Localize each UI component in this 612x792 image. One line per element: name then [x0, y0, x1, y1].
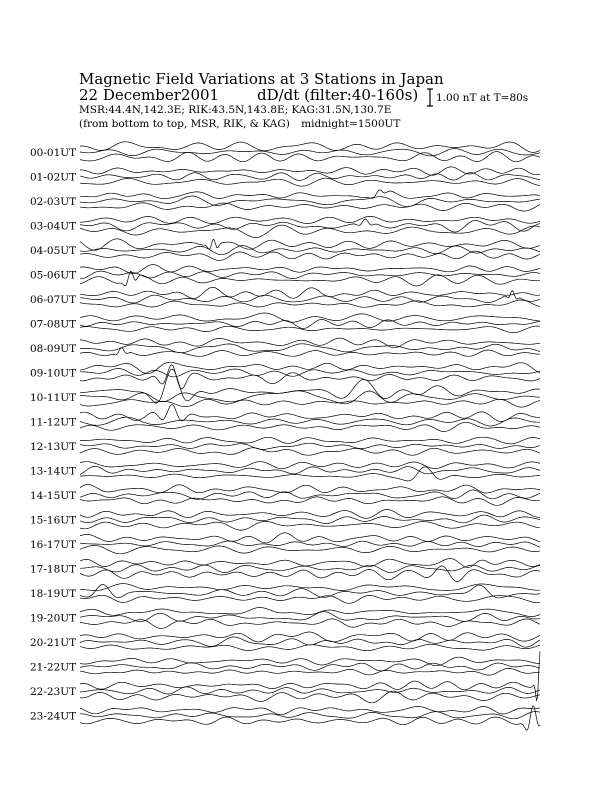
station-coordinates: MSR:44.4N,142.3E; RIK:43.5N,143.8E; KAG:31.5N,130.7E: [79, 104, 392, 116]
row-label: 01-02UT: [30, 171, 77, 184]
row-label: 08-09UT: [30, 343, 77, 355]
row-label: 18-19UT: [30, 588, 77, 600]
trace-rik: [80, 712, 540, 719]
trace-rik: [80, 466, 540, 474]
midnight-note: midnight=1500UT: [301, 118, 401, 130]
trace-kag: [80, 657, 540, 666]
row-label: 19-20UT: [30, 612, 77, 625]
trace-msr: [80, 521, 540, 530]
trace-msr: [80, 326, 540, 333]
row-label: 13-14UT: [30, 465, 77, 478]
trace-rik: [80, 637, 540, 647]
trace-msr: [80, 448, 540, 455]
trace-rik: [80, 149, 540, 156]
trace-rik: [80, 541, 540, 547]
trace-rik: [80, 612, 540, 622]
trace-kag: [80, 608, 540, 617]
row-label: 04-05UT: [30, 245, 77, 257]
row-label: 17-18UT: [30, 563, 77, 576]
row-label: 21-22UT: [30, 661, 77, 674]
row-label: 09-10UT: [30, 367, 77, 380]
trace-msr: [80, 497, 540, 505]
row-label: 10-11UT: [30, 392, 77, 404]
trace-rik: [80, 369, 540, 377]
trace-kag: [80, 369, 540, 403]
row-label: 14-15UT: [30, 490, 77, 502]
row-label: 02-03UT: [30, 196, 77, 208]
trace-rik: [80, 585, 540, 598]
trace-kag: [80, 485, 540, 494]
trace-kag: [80, 533, 540, 543]
trace-kag: [80, 510, 540, 519]
trace-msr: [80, 546, 540, 554]
row-label: 00-01UT: [30, 147, 77, 159]
row-label: 16-17UT: [30, 539, 77, 551]
trace-kag: [80, 216, 540, 223]
trace-msr: [80, 399, 540, 407]
trace-kag: [80, 265, 540, 274]
trace-msr: [80, 566, 540, 582]
trace-msr: [80, 619, 540, 629]
trace-rik: [80, 515, 540, 523]
row-label: 22-23UT: [30, 686, 77, 698]
chart-filter: dD/dt (filter:40-160s): [257, 86, 419, 104]
trace-kag: [80, 632, 540, 642]
row-label: 06-07UT: [30, 294, 77, 306]
trace-kag: [80, 190, 540, 199]
trace-kag: [80, 313, 540, 322]
trace-msr: [80, 467, 540, 481]
trace-rik: [80, 443, 540, 449]
station-order-note: (from bottom to top, MSR, RIK, & KAG): [79, 118, 290, 130]
trace-msr: [80, 152, 540, 162]
chart-title: Magnetic Field Variations at 3 Stations in Japan: [79, 70, 444, 88]
trace-rik: [80, 219, 540, 232]
trace-msr: [80, 178, 540, 186]
row-label: 03-04UT: [30, 220, 77, 233]
trace-kag: [80, 651, 540, 700]
row-label: 23-24UT: [30, 710, 77, 723]
trace-msr: [80, 365, 540, 389]
trace-kag: [80, 559, 540, 568]
trace-kag: [80, 167, 540, 175]
chart-date: 22 December2001: [79, 86, 220, 104]
trace-msr: [80, 644, 540, 650]
row-label: 12-13UT: [30, 441, 77, 453]
trace-msr: [80, 691, 540, 703]
trace-kag: [80, 707, 540, 715]
trace-msr: [80, 203, 540, 211]
row-label: 20-21UT: [30, 637, 77, 649]
trace-msr: [80, 348, 540, 357]
trace-rik: [80, 663, 540, 671]
trace-rik: [80, 490, 540, 499]
trace-msr: [80, 251, 540, 260]
trace-msr: [80, 595, 540, 603]
trace-msr: [80, 300, 540, 307]
row-label: 11-12UT: [30, 416, 77, 429]
trace-kag: [80, 287, 540, 298]
row-label: 07-08UT: [30, 318, 77, 331]
scale-bar-label: 1.00 nT at T=80s: [436, 92, 529, 104]
row-label: 05-06UT: [30, 269, 77, 282]
row-label: 15-16UT: [30, 514, 77, 527]
trace-rik: [80, 565, 540, 573]
